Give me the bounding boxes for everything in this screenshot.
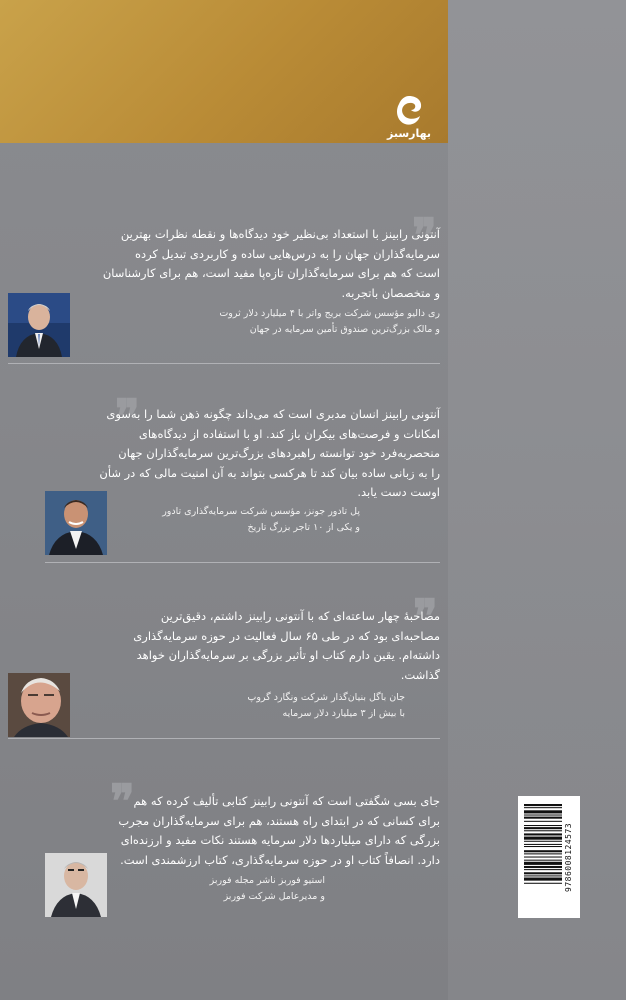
barcode-bar [524, 833, 562, 835]
barcode-bar [524, 883, 562, 884]
barcode-bar [524, 862, 562, 865]
barcode-bar [524, 825, 562, 826]
barcode-bar [524, 821, 562, 822]
publisher-logo [378, 93, 440, 143]
testimonial-author-4: استیو فوربز ناشر مجله فوربز و مدیرعامل شرکت فوربز [209, 875, 325, 902]
testimonial-author-2: پل تادور جونز، مؤسس شرکت سرمایه‌گذاری تادور و یکی از ۱۰ تاجر بزرگ تاریخ [162, 506, 360, 533]
quote-mark-icon: ❞ [115, 389, 140, 443]
barcode-bar [524, 846, 562, 847]
quote-mark-icon: ❞ [110, 774, 135, 828]
testimonial-text-4: جای بسی شگفتی است که آنتونی رابینز کتابی تألیف کرده که هم برای کسانی که در ابتدای راه هستند، هم برای سرمایه‌گذاران مجرب بزرگی که دارای میلیاردها دلار سرمایه هستند نکات مفید و ارزنده‌ای دارد. انصافاً کتاب او در حوزه سرمایه‌گذاری، کتاب ارزشمندی است. [118, 794, 440, 867]
testimonial-author-3: جان باگل بنیان‌گذار شرکت ونگارد گروپ با بیش از ۳ میلیارد دلار سرمایه [247, 692, 405, 719]
publisher-logo-icon [391, 93, 427, 127]
barcode-bar [524, 878, 562, 881]
barcode-bars [524, 802, 562, 912]
barcode-bar [524, 853, 562, 854]
barcode-bar [524, 872, 562, 874]
barcode-bar [524, 807, 562, 808]
quote-mark-icon: ❞ [412, 208, 437, 262]
section-divider [8, 363, 440, 364]
barcode-bar [524, 817, 562, 819]
testimonial-author-1: ری دالیو مؤسس شرکت بریج واتر با ۴ میلیارد دلار ثروت و مالک بزرگ‌ترین صندوق تأمین سرمایه در جهان [219, 308, 440, 335]
barcode-bar [524, 810, 562, 813]
quote-mark-icon: ❞ [413, 589, 438, 643]
author-photo-ray-dalio [8, 293, 70, 357]
isbn-barcode [518, 796, 580, 918]
barcode-bar [524, 850, 562, 852]
barcode-bar [524, 804, 562, 806]
testimonial-text-2: آنتونی رابینز انسان مدبری است که می‌داند چگونه ذهن شما را به‌سوی امکانات و فرصت‌های بیکران باز کند. او با استفاده از دیدگاه‌های منحصربه‌فرد خود توانسته راهبردهای بزرگ‌ترین سرمایه‌گذاران جهان را به زبانی ساده بیان کند تا هرکسی بتواند به آن امنیت مالی که در شأن اوست دست یابد. [99, 407, 440, 499]
section-divider [8, 738, 440, 739]
barcode-bar [524, 866, 562, 868]
barcode-bar [524, 857, 562, 858]
barcode-bar [524, 875, 562, 876]
barcode-number: 9786008124573 [564, 822, 573, 892]
barcode-bar [524, 860, 562, 861]
barcode-bar [524, 841, 562, 842]
barcode-bar [524, 844, 562, 845]
section-divider [45, 562, 440, 563]
barcode-bar [524, 869, 562, 870]
author-photo-john-bogle [8, 673, 70, 737]
barcode-bar [524, 837, 562, 840]
testimonial-text-1: آنتونی رابینز با استعداد بی‌نظیر خود دیدگاه‌ها و نقطه نظرات بهترین سرمایه‌گذاران جهان را به درس‌هایی ساده و کاربردی تبدیل کرده است که هم برای سرمایه‌گذاران تازه‌پا مفید است، هم برای کارشناسان و متخصصان باتجربه. [102, 227, 440, 300]
barcode-bar [524, 827, 562, 829]
publisher-name: بهارسبز [386, 127, 431, 140]
barcode-bar [524, 830, 562, 831]
barcode-bar [524, 815, 562, 816]
author-photo-steve-forbes [45, 853, 107, 917]
author-photo-paul-tudor-jones [45, 491, 107, 555]
testimonial-text-3: مصاحبهٔ چهار ساعته‌ای که با آنتونی رابینز داشتم، دقیق‌ترین مصاحبه‌ای بود که در طی ۶۵ سال فعالیت در حوزه سرمایه‌گذاری داشته‌ام. یقین دارم کتاب او تأثیر بزرگی بر سرمایه‌گذاران خواهد گذاشت. [133, 609, 440, 682]
